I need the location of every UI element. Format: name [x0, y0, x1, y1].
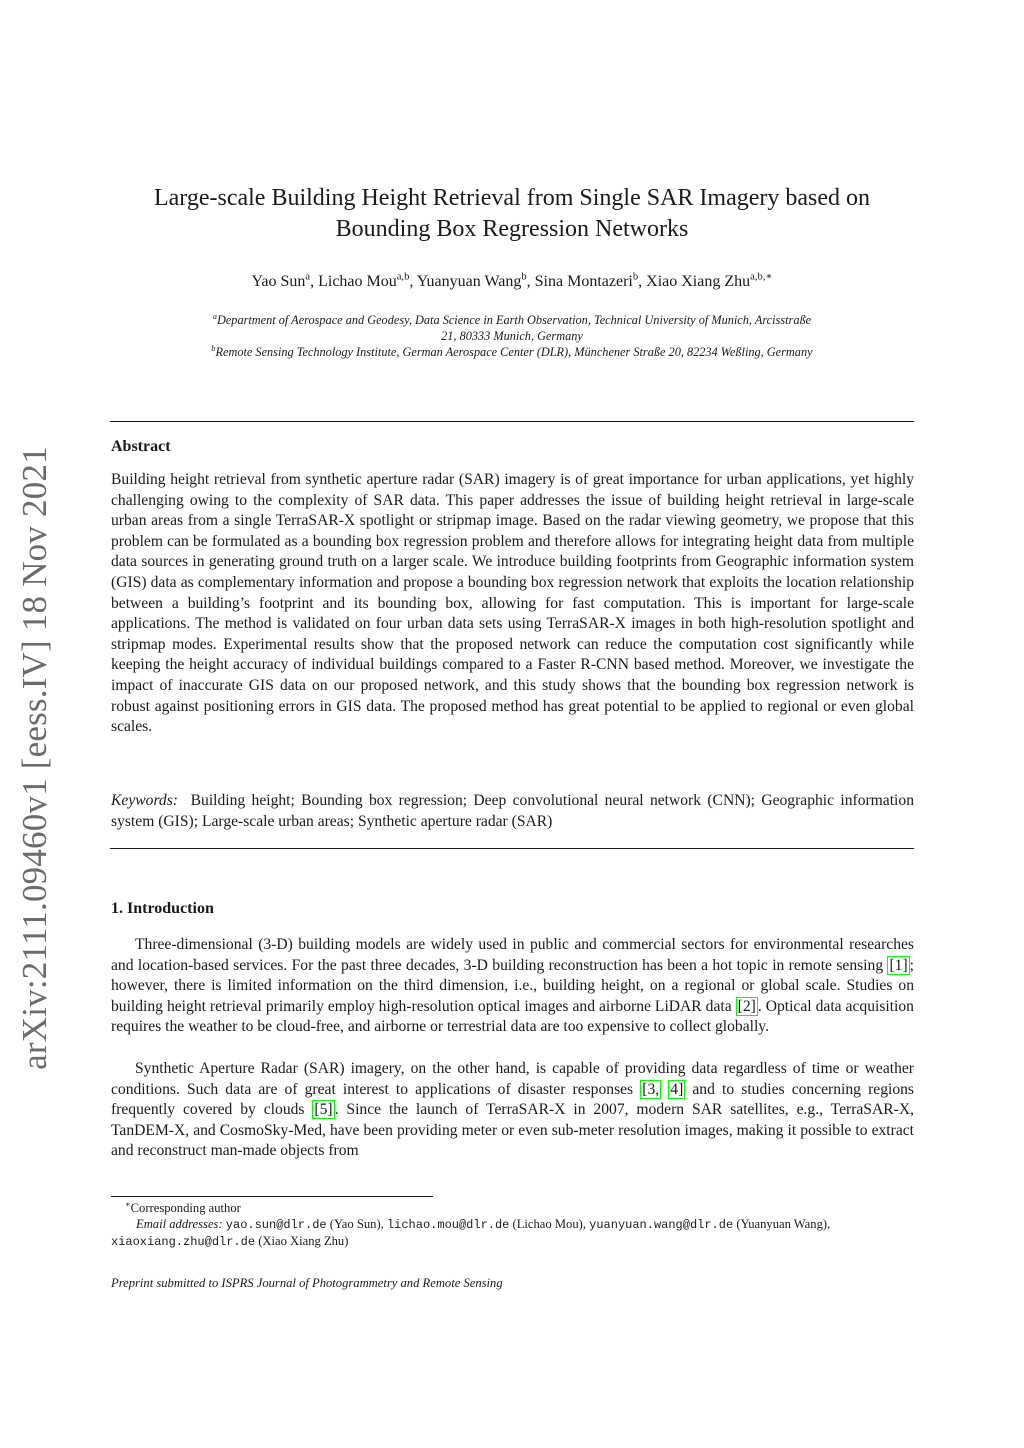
- citation-link[interactable]: [2]: [737, 997, 756, 1015]
- keywords-label: Keywords:: [111, 792, 178, 809]
- footnote-rule: [111, 1196, 433, 1197]
- section-heading-introduction: 1. Introduction: [111, 900, 214, 917]
- footnote-emails: Email addresses: yao.sun@dlr.de (Yao Sun), lichao.mou@dlr.de (Lichao Mou), yuanyuan.wang@dlr.de (Yuanyuan Wang), xiaoxiang.zhu@dlr.de (Xiao Xiang Zhu): [111, 1217, 831, 1249]
- intro-paragraph-1: Three-dimensional (3-D) building models are widely used in public and commercial sectors for environmental researches and location-based services. For the past three decades, 3-D building reconstruction has been a hot topic in remote sensing [1] ; however, there is limited information on the third dimension, i.e., building height, on a regional or global scale. Studies on building height retrieval primarily employ high-resolution optical images and airborne LiDAR data [2] . Optical data acquisition requires the weather to be cloud-free, and airborne or terrestrial data are too expensive to collect globally.: [111, 936, 914, 1036]
- author: Xiao Xiang Zhu$^{a,b,∗}$: [646, 271, 773, 290]
- abstract-text: Building height retrieval from synthetic aperture radar (SAR) imagery is of great importance for urban applications, yet highly challenging owing to the complexity of SAR data. This paper addresses the issue of building height retrieval in large-scale urban areas from a single TerraSAR-X spotlight or stripmap image. Based on the radar viewing geometry, we propose that this problem can be formulated as a bounding box regression problem and therefore allows for integrating height data from multiple data sources in generating ground truth on a larger scale. We introduce building footprints from Geographic information system (GIS) data as complementary information and propose a bounding box regression network that exploits the location relationship between a building’s footprint and its bounding box, allowing for fast computation. This is important for large-scale applications. The method is validated on four urban data sets using TerraSAR-X images in both high-resolution spotlight and stripmap modes. Experimental results show that the proposed network can reduce the computation cost significantly while keeping the height accuracy of individual buildings compared to a Faster R-CNN based method. Moreover, we investigate the impact of inaccurate GIS data on our proposed network, and this study shows that the bounding box regression network is robust against positioning errors in GIS data. The proposed method has great potential to be applied to regional or even global scales.: [111, 471, 914, 736]
- citation-link[interactable]: [1]: [889, 956, 908, 974]
- intro-paragraph-2: Synthetic Aperture Radar (SAR) imagery, on the other hand, is capable of providing data regardless of time or weather conditions. Such data are of great interest to applications of disaster responses [3, 4] and to studies concerning regions frequently covered by clouds [5] . Since the launch of TerraSAR-X in 2007, modern SAR satellites, e.g., TerraSAR-X, TanDEM-X, and CosmoSky-Med, have been providing meter or even sub-meter resolution images, making it possible to extract and reconstruct man-made objects from: [111, 1060, 914, 1160]
- preprint-note: Preprint submitted to ISPRS Journal of Photogrammetry and Remote Sensing: [111, 1276, 503, 1290]
- author-list: Yao Sun$^a$, Lichao Mou$^{a,b}$, Yuanyuan Wang$^b$, Sina Montazeri$^b$, Xiao Xiang Zhu$^{a,b,∗}$: [251, 271, 773, 290]
- author: Yao Sun$^a$: [251, 271, 311, 290]
- citation-link[interactable]: 4]: [670, 1080, 684, 1098]
- citation-link[interactable]: [5]: [314, 1101, 333, 1119]
- email-link[interactable]: xiaoxiang.zhu@dlr.de: [111, 1235, 256, 1249]
- email-link[interactable]: yao.sun@dlr.de: [225, 1218, 327, 1232]
- arxiv-sidebar-stamp: [0, 445, 70, 1070]
- arxiv-identifier: arXiv:2111.09460v1 [eess.IV] 18 Nov 2021: [15, 445, 54, 1070]
- abstract-heading: Abstract: [111, 438, 171, 455]
- author: Yuanyuan Wang$^b$: [416, 271, 527, 290]
- citation-link[interactable]: [3,: [642, 1080, 660, 1098]
- keywords-list: Building height; Bounding box regression; Deep convolutional neural network (CNN); Geographic information system (GIS); Large-scale urban areas; Synthetic aperture radar (SAR): [111, 792, 914, 830]
- abstract-top-rule: [110, 421, 914, 422]
- paper-title: [100, 183, 924, 245]
- affiliation-a: $^a$Department of Aerospace and Geodesy, Data Science in Earth Observation, Technical University of Munich, Arcisstraße 21, 80333 Munich, Germany: [212, 311, 812, 343]
- author: Lichao Mou$^{a,b}$: [318, 271, 410, 290]
- email-link[interactable]: yuanyuan.wang@dlr.de: [589, 1218, 734, 1232]
- email-link[interactable]: lichao.mou@dlr.de: [386, 1218, 510, 1232]
- abstract-bottom-rule: [110, 848, 914, 849]
- affiliation-b: $^b$Remote Sensing Technology Institute, German Aerospace Center (DLR), Münchener Straße 20, 82234 Weßling, Germany: [211, 343, 813, 359]
- footnote-corresponding: ∗Corresponding author: [125, 1199, 241, 1215]
- title-line-2: Bounding Box Regression Networks: [335, 216, 689, 242]
- keywords: [111, 791, 914, 832]
- title-line-1: Large-scale Building Height Retrieval from Single SAR Imagery based on: [153, 185, 871, 211]
- author: Sina Montazeri$^b$: [534, 271, 639, 290]
